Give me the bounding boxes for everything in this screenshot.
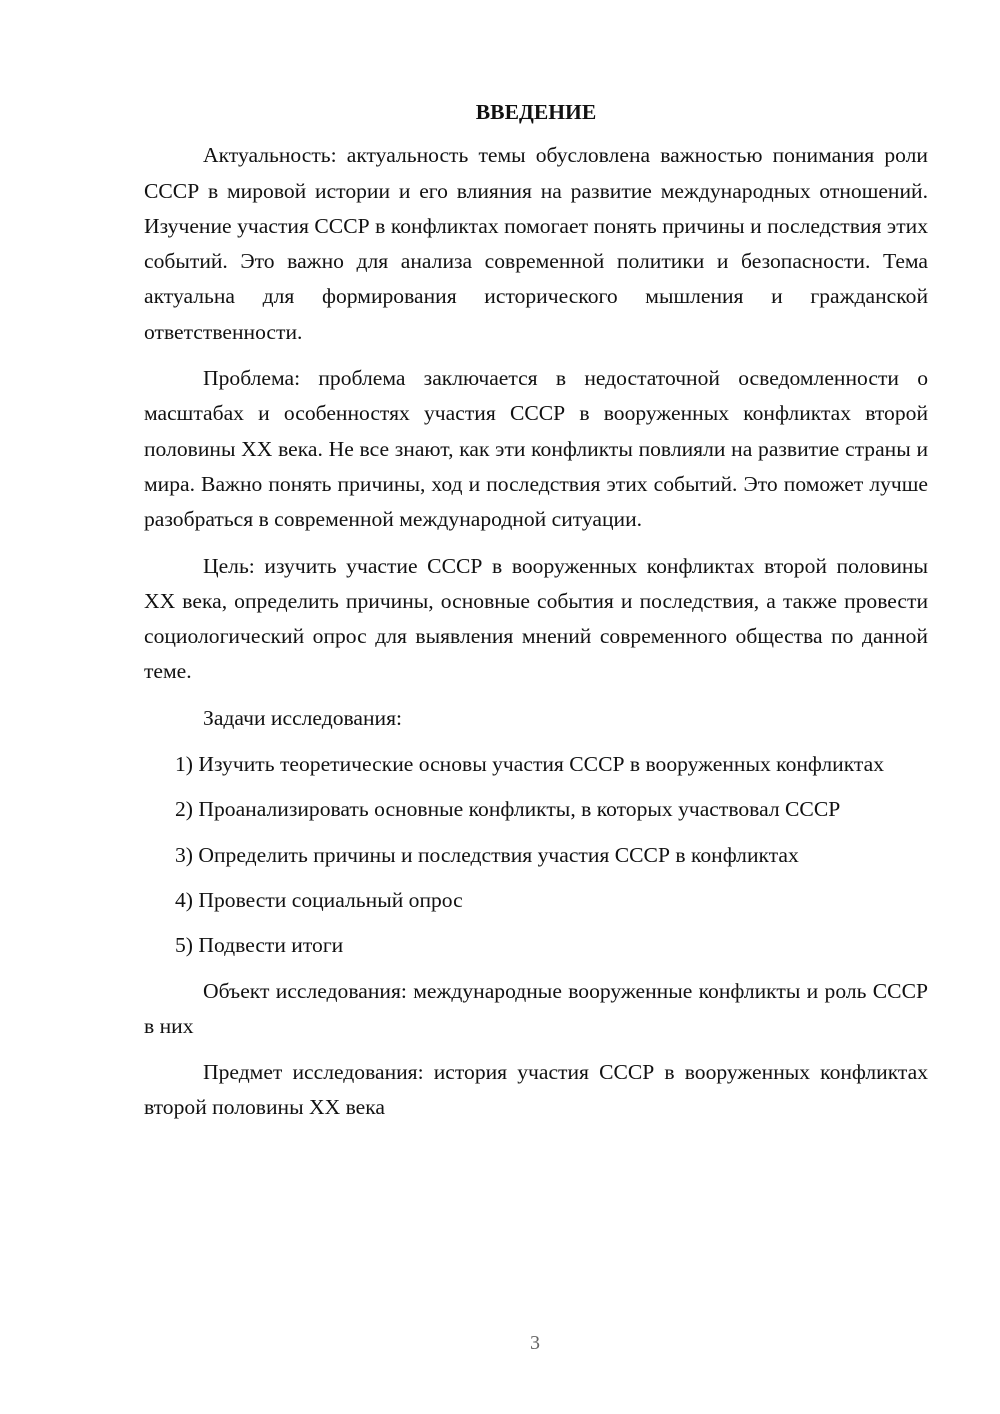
goal-paragraph: Цель: изучить участие СССР в вооруженных конфликтах второй половины XX века, определить причины, основные события и последствия, а также провести социологический опрос для выявления мнений современного общества по данной теме. — [144, 553, 928, 684]
page-title: ВВЕДЕНИЕ — [475, 100, 597, 124]
tasks-heading: Задачи исследования: — [203, 705, 403, 730]
subject-paragraph: Предмет исследования: история участия СССР в вооруженных конфликтах второй половины XX века — [144, 1060, 928, 1120]
page-content — [144, 95, 928, 1137]
task-item: 4) Провести социальный опрос — [175, 887, 463, 912]
task-item: 3) Определить причины и последствия участия СССР в конфликтах — [175, 842, 799, 867]
page-number: 3 — [530, 1332, 540, 1354]
relevance-paragraph: Актуальность: актуальность темы обусловлена важностью понимания роли СССР в мировой истории и его влияния на развитие международных отношений. Изучение участия СССР в конфликтах помогает понять причины и последствия этих событий. Это важно для анализа современной политики и безопасности. Тема актуальна для формирования исторического мышления и гражданской ответственности. — [144, 143, 928, 344]
task-item: 5) Подвести итоги — [175, 933, 344, 958]
task-item: 1) Изучить теоретические основы участия СССР в вооруженных конфликтах — [175, 752, 884, 777]
object-paragraph: Объект исследования: международные вооруженные конфликты и роль СССР в них — [144, 978, 928, 1038]
problem-paragraph: Проблема: проблема заключается в недостаточной осведомленности о масштабах и особенностях участия СССР в вооруженных конфликтах второй половины XX века. Не все знают, как эти конфликты повлияли на развитие страны и мира. Важно понять причины, ход и последствия этих событий. Это поможет лучше разобраться в современной международной ситуации. — [144, 366, 928, 532]
task-item: 2) Проанализировать основные конфликты, в которых участвовал СССР — [175, 797, 841, 822]
